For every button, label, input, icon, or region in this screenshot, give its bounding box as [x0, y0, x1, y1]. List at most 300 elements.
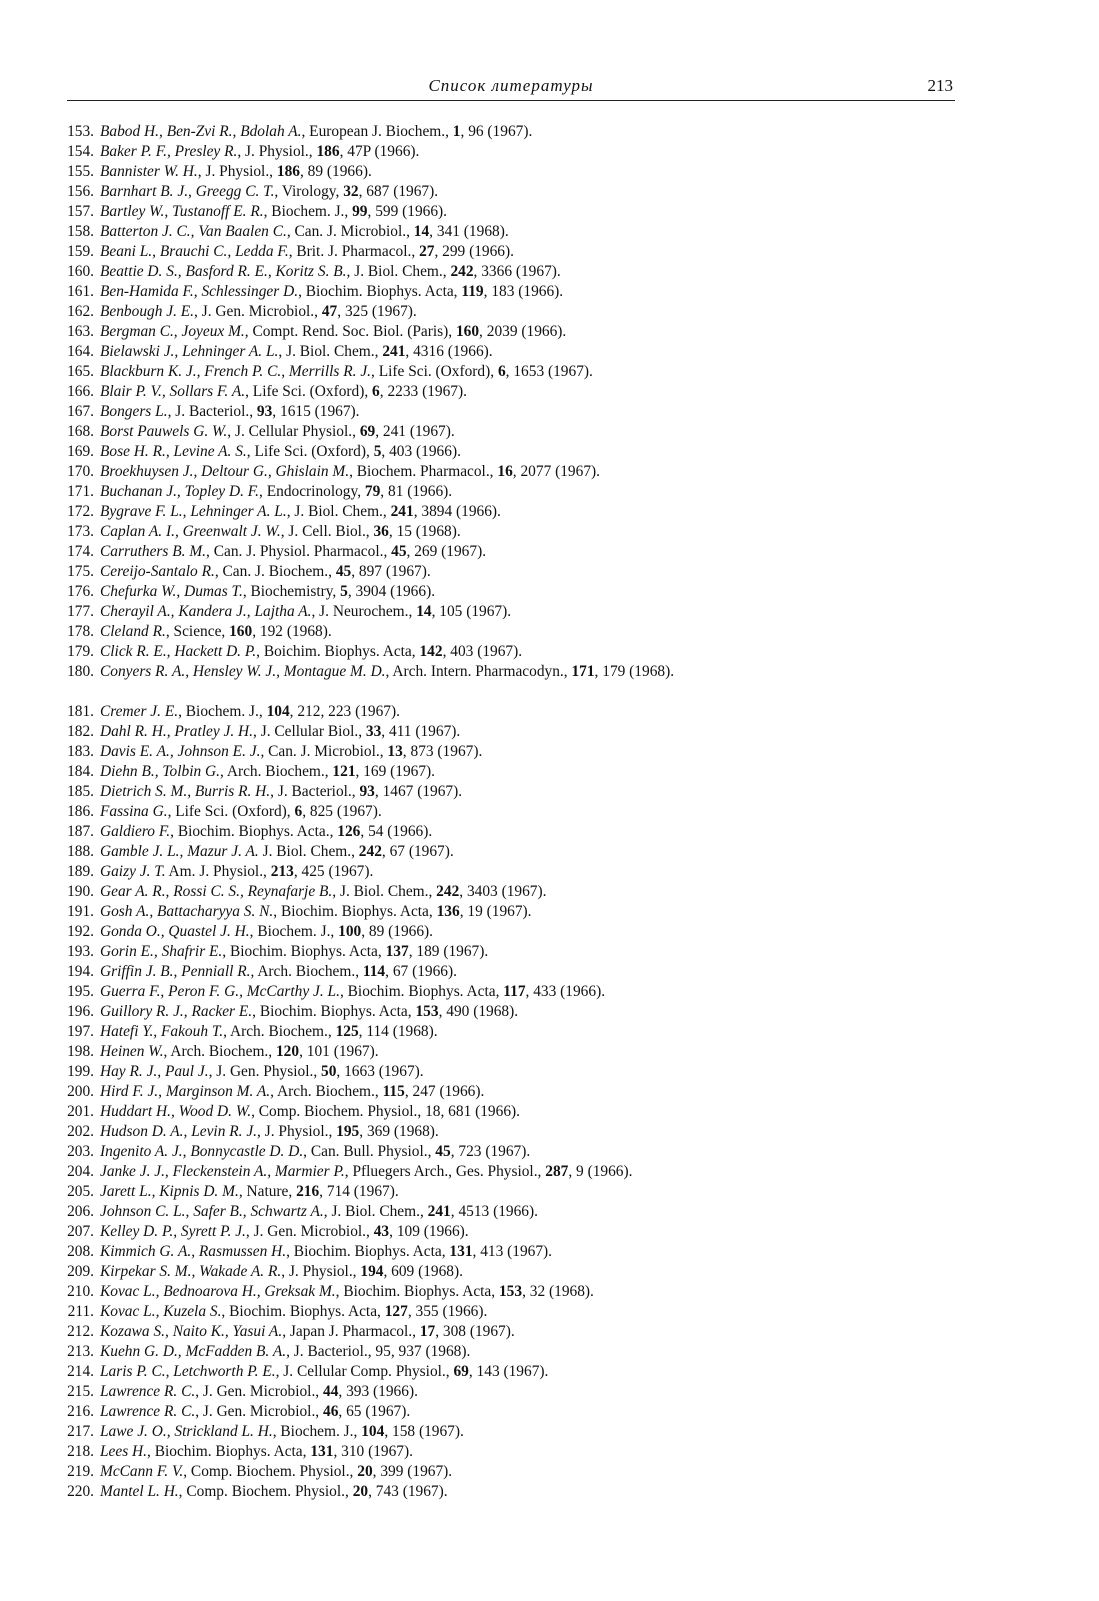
reference-text: [100, 242, 958, 262]
reference-authors: Batterton J. C., Van Baalen C.: [100, 223, 287, 240]
reference-pages-year: , 183 (1966).: [483, 283, 564, 300]
reference-authors: Blackburn K. J., French P. C., Merrills R. J.: [100, 363, 372, 380]
reference-item: [58, 442, 958, 462]
reference-item: [58, 262, 958, 282]
reference-text: [100, 1202, 958, 1222]
reference-item: [58, 502, 958, 522]
reference-text: [100, 202, 958, 222]
reference-text: [100, 282, 958, 302]
reference-number: 205.: [67, 1183, 94, 1200]
reference-item: [58, 1062, 958, 1082]
reference-item: [58, 762, 958, 782]
reference-text: [100, 542, 958, 562]
reference-text: [100, 482, 958, 502]
reference-pages-year: , 81 (1966).: [380, 483, 453, 500]
reference-volume: 6: [497, 363, 506, 380]
reference-source: , Biochem. J.,: [272, 1423, 362, 1440]
reference-number: 165.: [67, 363, 94, 380]
reference-volume: 126: [337, 823, 361, 840]
reference-pages-year: , 873 (1967).: [402, 743, 483, 760]
reference-number: 197.: [67, 1023, 94, 1040]
reference-source: , J. Cellular Physiol.,: [227, 423, 360, 440]
reference-source: , J. Cell. Biol.,: [280, 523, 374, 540]
reference-volume: 99: [352, 203, 368, 220]
reference-number: 188.: [67, 843, 94, 860]
reference-source: , Compt. Rend. Soc. Biol. (Paris),: [244, 323, 456, 340]
reference-item: [58, 162, 958, 182]
reference-text: [100, 1042, 958, 1062]
reference-volume: 45: [435, 1143, 451, 1160]
reference-text: [100, 1022, 958, 1042]
reference-volume: 119: [461, 283, 484, 300]
reference-item: [58, 922, 958, 942]
reference-pages-year: , 189 (1967).: [408, 943, 489, 960]
reference-text: [100, 1362, 958, 1382]
reference-volume: 45: [391, 543, 407, 560]
reference-pages-year: , 269 (1967).: [406, 543, 487, 560]
reference-volume: 241: [382, 343, 406, 360]
reference-authors: Dahl R. H., Pratley J. H.: [100, 723, 254, 740]
reference-volume: 93: [359, 783, 375, 800]
reference-text: [100, 862, 958, 882]
reference-pages-year: , 247 (1966).: [404, 1083, 485, 1100]
reference-source: Am. J. Physiol.,: [165, 863, 271, 880]
reference-number: 182.: [67, 723, 94, 740]
reference-number: 183.: [67, 743, 94, 760]
reference-number: 218.: [67, 1443, 94, 1460]
reference-authors: Kovac L., Bednoarova H., Greksak M.: [100, 1283, 336, 1300]
reference-text: [100, 882, 958, 902]
reference-item: [58, 942, 958, 962]
reference-item: [58, 1482, 958, 1502]
reference-authors: Cremer J. E.: [100, 703, 179, 720]
reference-source: , J. Neurochem.,: [311, 603, 417, 620]
reference-pages-year: , 687 (1967).: [358, 183, 439, 200]
reference-number: 181.: [67, 703, 94, 720]
reference-item: [58, 962, 958, 982]
reference-volume: 117: [503, 983, 526, 1000]
reference-source: , Arch. Biochem.,: [250, 963, 363, 980]
reference-volume: 13: [387, 743, 403, 760]
reference-item: [58, 882, 958, 902]
reference-text: [100, 222, 958, 242]
reference-volume: 69: [359, 423, 376, 440]
reference-authors: Cherayil A., Kandera J., Lajtha A.: [100, 603, 312, 620]
reference-source: , J. Gen. Physiol.,: [208, 1063, 322, 1080]
reference-pages-year: , 369 (1968).: [359, 1123, 439, 1140]
reference-source: , J. Gen. Microbiol.,: [194, 303, 322, 320]
reference-item: [58, 422, 958, 442]
reference-number: 157.: [67, 203, 94, 220]
reference-pages-year: , 341 (1968).: [429, 223, 509, 240]
reference-number: 200.: [67, 1083, 94, 1100]
reference-item: [58, 1262, 958, 1282]
reference-number: 168.: [67, 423, 94, 440]
reference-pages-year: , 433 (1966).: [525, 983, 606, 1000]
reference-text: [100, 1342, 958, 1362]
reference-authors: Gorin E., Shafrir E.: [100, 943, 223, 960]
reference-number: 210.: [67, 1283, 94, 1300]
reference-volume: 137: [385, 943, 409, 960]
reference-volume: 20: [357, 1463, 373, 1480]
reference-item: [58, 1022, 958, 1042]
reference-text: [100, 602, 958, 622]
reference-source: , J. Physiol.,: [237, 143, 317, 160]
reference-volume: 20: [352, 1483, 369, 1500]
page-header: [67, 74, 955, 101]
reference-authors: Johnson C. L., Safer B., Schwartz A.: [100, 1203, 324, 1220]
reference-authors: Gonda O., Quastel J. H.: [100, 923, 250, 940]
reference-text: [100, 1182, 958, 1202]
reference-volume: 5: [373, 443, 382, 460]
reference-text: [100, 1482, 958, 1502]
reference-item: [58, 982, 958, 1002]
reference-authors: Huddart H., Wood D. W.: [100, 1103, 252, 1120]
reference-item: [58, 1462, 958, 1482]
reference-volume: 114: [362, 963, 386, 980]
reference-number: 161.: [67, 283, 94, 300]
reference-pages-year: , 825 (1967).: [302, 803, 382, 820]
reference-pages-year: , 743 (1967).: [368, 1483, 448, 1500]
reference-volume: 120: [275, 1043, 300, 1060]
reference-authors: Lawrence R. C.: [100, 1403, 196, 1420]
reference-volume: 1: [452, 123, 461, 140]
reference-text: [100, 1462, 958, 1482]
reference-text: [100, 142, 958, 162]
reference-pages-year: , 15 (1968).: [388, 523, 461, 540]
reference-volume: 142: [419, 643, 443, 660]
reference-item: [58, 142, 958, 162]
reference-text: [100, 1102, 958, 1122]
reference-pages-year: , 32 (1968).: [522, 1283, 594, 1300]
reference-authors: Caplan A. I., Greenwalt J. W.: [100, 523, 281, 540]
reference-pages-year: , 4513 (1966).: [450, 1203, 538, 1220]
reference-volume: 131: [449, 1243, 473, 1260]
reference-item: [58, 602, 958, 622]
reference-authors: Beani L., Brauchi C., Ledda F.: [100, 243, 289, 260]
reference-item: [58, 902, 958, 922]
reference-item: [58, 862, 958, 882]
reference-text: [100, 182, 958, 202]
reference-item: [58, 722, 958, 742]
reference-source: , Life Sci. (Oxford),: [167, 803, 295, 820]
reference-pages-year: , 411 (1967).: [381, 723, 461, 740]
reference-text: [100, 1122, 958, 1142]
reference-authors: Gamble J. L., Mazur J. A.: [100, 843, 259, 860]
reference-pages-year: , 325 (1967).: [337, 303, 417, 320]
reference-number: 159.: [67, 243, 94, 260]
reference-pages-year: , 490 (1968).: [438, 1003, 519, 1020]
reference-pages-year: , 89 (1966).: [299, 163, 372, 180]
reference-authors: Hird F. J., Marginson M. A.: [100, 1083, 271, 1100]
reference-authors: Kirpekar S. M., Wakade A. R.: [100, 1263, 282, 1280]
reference-number: 167.: [67, 403, 94, 420]
reference-source: , Arch. Biochem.,: [220, 763, 333, 780]
reference-number: 199.: [67, 1063, 94, 1080]
reference-item: [58, 582, 958, 602]
reference-text: [100, 662, 958, 682]
reference-source: , Biochim. Biophys. Acta,: [335, 1283, 499, 1300]
reference-text: [100, 382, 958, 402]
reference-number: 191.: [67, 903, 94, 920]
reference-number: 186.: [67, 803, 94, 820]
reference-item: [58, 382, 958, 402]
reference-text: [100, 1382, 958, 1402]
reference-pages-year: , 599 (1966).: [367, 203, 448, 220]
reference-item: [58, 282, 958, 302]
reference-authors: Gosh A., Battacharyya S. N.: [100, 903, 274, 920]
reference-volume: 17: [419, 1323, 436, 1340]
reference-volume: 115: [382, 1083, 405, 1100]
reference-text: [100, 762, 958, 782]
reference-authors: Griffin J. B., Penniall R.: [100, 963, 251, 980]
reference-authors: Gear A. R., Rossi C. S., Reynafarje B.: [100, 883, 333, 900]
reference-item: [58, 842, 958, 862]
reference-authors: Kelley D. P., Syrett P. J.: [100, 1223, 246, 1240]
reference-number: 216.: [67, 1403, 94, 1420]
reference-pages-year: , 310 (1967).: [333, 1443, 413, 1460]
reference-text: [100, 1322, 958, 1342]
reference-source: , Biochim. Biophys. Acta,: [286, 1243, 450, 1260]
reference-volume: 131: [310, 1443, 334, 1460]
reference-text: [100, 822, 958, 842]
reference-pages-year: , 609 (1968).: [383, 1263, 463, 1280]
reference-item: [58, 1382, 958, 1402]
reference-volume: 171: [571, 663, 595, 680]
reference-volume: 6: [372, 383, 380, 400]
reference-pages-year: , 47P (1966).: [339, 143, 420, 160]
reference-list: [58, 122, 958, 1502]
reference-authors: Click R. E., Hackett D. P.: [100, 643, 257, 660]
reference-text: [100, 622, 958, 642]
reference-source: , Biochemistry,: [242, 583, 341, 600]
reference-source: , Biochim. Biophys. Acta,: [298, 283, 462, 300]
reference-source: , Biochem. Pharmacol.,: [349, 463, 498, 480]
reference-source: , J. Bacteriol.,: [270, 783, 360, 800]
page-number: 213: [927, 76, 953, 95]
reference-pages-year: , 2233 (1967).: [379, 383, 467, 400]
reference-source: , Life Sci. (Oxford),: [371, 363, 498, 380]
reference-item: [58, 402, 958, 422]
reference-text: [100, 162, 958, 182]
reference-text: [100, 122, 958, 142]
reference-text: [100, 922, 958, 942]
reference-authors: Hay R. J., Paul J.: [100, 1063, 209, 1080]
reference-source: , J. Cellular Biol.,: [253, 723, 366, 740]
reference-authors: Cleland R.: [100, 623, 166, 640]
reference-source: , Biochim. Biophys. Acta.,: [170, 823, 338, 840]
reference-source: , Arch. Intern. Pharmacodyn.,: [385, 663, 572, 680]
reference-authors: Lawe J. O., Strickland L. H.: [100, 1423, 273, 1440]
reference-source: , Arch. Biochem.,: [270, 1083, 383, 1100]
reference-number: 202.: [67, 1123, 94, 1140]
reference-text: [100, 322, 958, 342]
reference-pages-year: , 114 (1968).: [358, 1023, 438, 1040]
reference-volume: 160: [229, 623, 253, 640]
reference-number: 201.: [67, 1103, 94, 1120]
reference-item: [58, 1222, 958, 1242]
reference-text: [100, 1062, 958, 1082]
reference-item: [58, 1182, 958, 1202]
reference-source: , Can. J. Biochem.,: [214, 563, 336, 580]
reference-source: , Biochim. Biophys. Acta,: [252, 1003, 416, 1020]
reference-text: [100, 1422, 958, 1442]
reference-authors: Galdiero F.: [100, 823, 171, 840]
reference-source: , Pfluegers Arch., Ges. Physiol.,: [344, 1163, 546, 1180]
reference-source: , J. Biol. Chem.,: [278, 343, 383, 360]
reference-volume: 6: [294, 803, 303, 820]
reference-volume: 14: [413, 223, 430, 240]
reference-item: [58, 662, 958, 702]
reference-item: [58, 1442, 958, 1462]
reference-volume: 121: [332, 763, 356, 780]
reference-source: , Biochem. J.,: [178, 703, 267, 720]
reference-authors: Ingenito A. J., Bonnycastle D. D.: [100, 1143, 304, 1160]
reference-authors: Diehn B., Tolbin G.: [100, 763, 220, 780]
reference-item: [58, 1122, 958, 1142]
reference-item: [58, 802, 958, 822]
reference-number: 206.: [67, 1203, 94, 1220]
reference-authors: Janke J. J., Fleckenstein A., Marmier P.: [100, 1163, 345, 1180]
reference-source: , Japan J. Pharmacol.,: [282, 1323, 420, 1340]
reference-source: , Biochem. J.,: [249, 923, 339, 940]
reference-volume: 32: [343, 183, 359, 200]
reference-authors: Kimmich G. A., Rasmussen H.: [100, 1243, 287, 1260]
reference-source: , Biochim. Biophys. Acta,: [222, 943, 386, 960]
reference-volume: 50: [321, 1063, 337, 1080]
reference-pages-year: , 403 (1966).: [381, 443, 461, 460]
reference-number: 160.: [67, 263, 94, 280]
reference-authors: Bergman C., Joyeux M.: [100, 323, 245, 340]
reference-authors: Fassina G.: [100, 803, 168, 820]
reference-pages-year: , 1615 (1967).: [272, 403, 360, 420]
reference-volume: 47: [321, 303, 338, 320]
reference-text: [100, 722, 958, 742]
reference-item: [58, 642, 958, 662]
reference-item: [58, 1002, 958, 1022]
reference-item: [58, 782, 958, 802]
reference-pages-year: , 89 (1966).: [361, 923, 434, 940]
reference-authors: Jarett L., Kipnis D. M.: [100, 1183, 239, 1200]
reference-pages-year: 95, 937 (1968).: [375, 1343, 471, 1360]
reference-source: , Biochim. Biophys. Acta,: [273, 903, 437, 920]
reference-text: [100, 962, 958, 982]
reference-authors: Mantel L. H.: [100, 1483, 179, 1500]
reference-pages-year: , 212, 223 (1967).: [289, 703, 400, 720]
reference-authors: Kovac L., Kuzela S.: [100, 1303, 222, 1320]
reference-source: , J. Physiol.,: [197, 163, 277, 180]
reference-pages-year: , 399 (1967).: [372, 1463, 453, 1480]
reference-volume: 104: [266, 703, 290, 720]
reference-item: [58, 462, 958, 482]
reference-pages-year: , 179 (1968).: [594, 663, 675, 680]
running-title: Список литературы: [428, 76, 594, 95]
reference-volume: 153: [415, 1003, 439, 1020]
reference-volume: 45: [335, 563, 352, 580]
reference-source: , Comp. Biochem. Physiol.,: [183, 1463, 358, 1480]
reference-number: 214.: [67, 1363, 94, 1380]
reference-text: [100, 462, 958, 482]
reference-pages-year: , 67 (1967).: [381, 843, 454, 860]
reference-number: 162.: [67, 303, 94, 320]
reference-source: , Boichim. Biophys. Acta,: [256, 643, 420, 660]
reference-volume: 186: [276, 163, 300, 180]
reference-source: , Biochim. Biophys. Acta,: [221, 1303, 385, 1320]
reference-volume: 125: [335, 1023, 359, 1040]
reference-volume: 195: [336, 1123, 360, 1140]
reference-item: [58, 1142, 958, 1162]
reference-number: 194.: [67, 963, 94, 980]
reference-source: , Arch. Biochem.,: [223, 1023, 336, 1040]
reference-number: 153.: [67, 123, 94, 140]
reference-number: 175.: [67, 563, 94, 580]
reference-number: 215.: [67, 1383, 94, 1400]
reference-number: 192.: [67, 923, 94, 940]
reference-pages-year: , 101 (1967).: [299, 1043, 379, 1060]
reference-source: , Can. Bull. Physiol.,: [303, 1143, 436, 1160]
reference-item: [58, 1162, 958, 1182]
reference-text: [100, 502, 958, 522]
reference-source: , J. Bacteriol.,: [167, 403, 257, 420]
reference-source: , J. Physiol.,: [281, 1263, 361, 1280]
reference-item: [58, 1342, 958, 1362]
reference-pages-year: , 169 (1967).: [355, 763, 436, 780]
reference-authors: Chefurka W., Dumas T.: [100, 583, 243, 600]
reference-number: 166.: [67, 383, 94, 400]
reference-number: 177.: [67, 603, 94, 620]
reference-pages-year: , 3904 (1966).: [347, 583, 436, 600]
reference-source: , Brit. J. Pharmacol.,: [288, 243, 420, 260]
reference-authors: Bose H. R., Levine A. S.: [100, 443, 247, 460]
reference-volume: 242: [436, 883, 460, 900]
reference-volume: 33: [365, 723, 382, 740]
reference-text: [100, 442, 958, 462]
reference-number: 158.: [67, 223, 94, 240]
reference-item: [58, 1242, 958, 1262]
reference-number: 195.: [67, 983, 94, 1000]
reference-pages-year: , 96 (1967).: [460, 123, 533, 140]
reference-pages-year: 18, 681 (1966).: [425, 1103, 520, 1120]
reference-authors: Benbough J. E.: [100, 303, 195, 320]
reference-text: [100, 1282, 958, 1302]
reference-number: 170.: [67, 463, 94, 480]
reference-item: [58, 622, 958, 642]
reference-source: , J. Cellular Comp. Physiol.,: [275, 1363, 454, 1380]
reference-source: , European J. Biochem.,: [301, 123, 453, 140]
reference-authors: Carruthers B. M.: [100, 543, 207, 560]
reference-number: 217.: [67, 1423, 94, 1440]
reference-pages-year: , 109 (1966).: [389, 1223, 469, 1240]
reference-text: [100, 1302, 958, 1322]
reference-source: , Biochim. Biophys. Acta,: [147, 1443, 311, 1460]
reference-item: [58, 1302, 958, 1322]
reference-authors: Guillory R. J., Racker E.: [100, 1003, 253, 1020]
reference-text: [100, 642, 958, 662]
reference-text: [100, 342, 958, 362]
reference-pages-year: , 158 (1967).: [384, 1423, 464, 1440]
reference-text: [100, 702, 958, 722]
reference-pages-year: , 897 (1967).: [351, 563, 431, 580]
reference-number: 213.: [67, 1343, 94, 1360]
reference-number: 172.: [67, 503, 94, 520]
reference-text: [100, 1082, 958, 1102]
reference-authors: Davis E. A., Johnson E. J.: [100, 743, 261, 760]
reference-pages-year: , 192 (1968).: [252, 623, 332, 640]
reference-number: 176.: [67, 583, 94, 600]
reference-text: [100, 562, 958, 582]
reference-item: [58, 822, 958, 842]
reference-volume: 100: [338, 923, 362, 940]
